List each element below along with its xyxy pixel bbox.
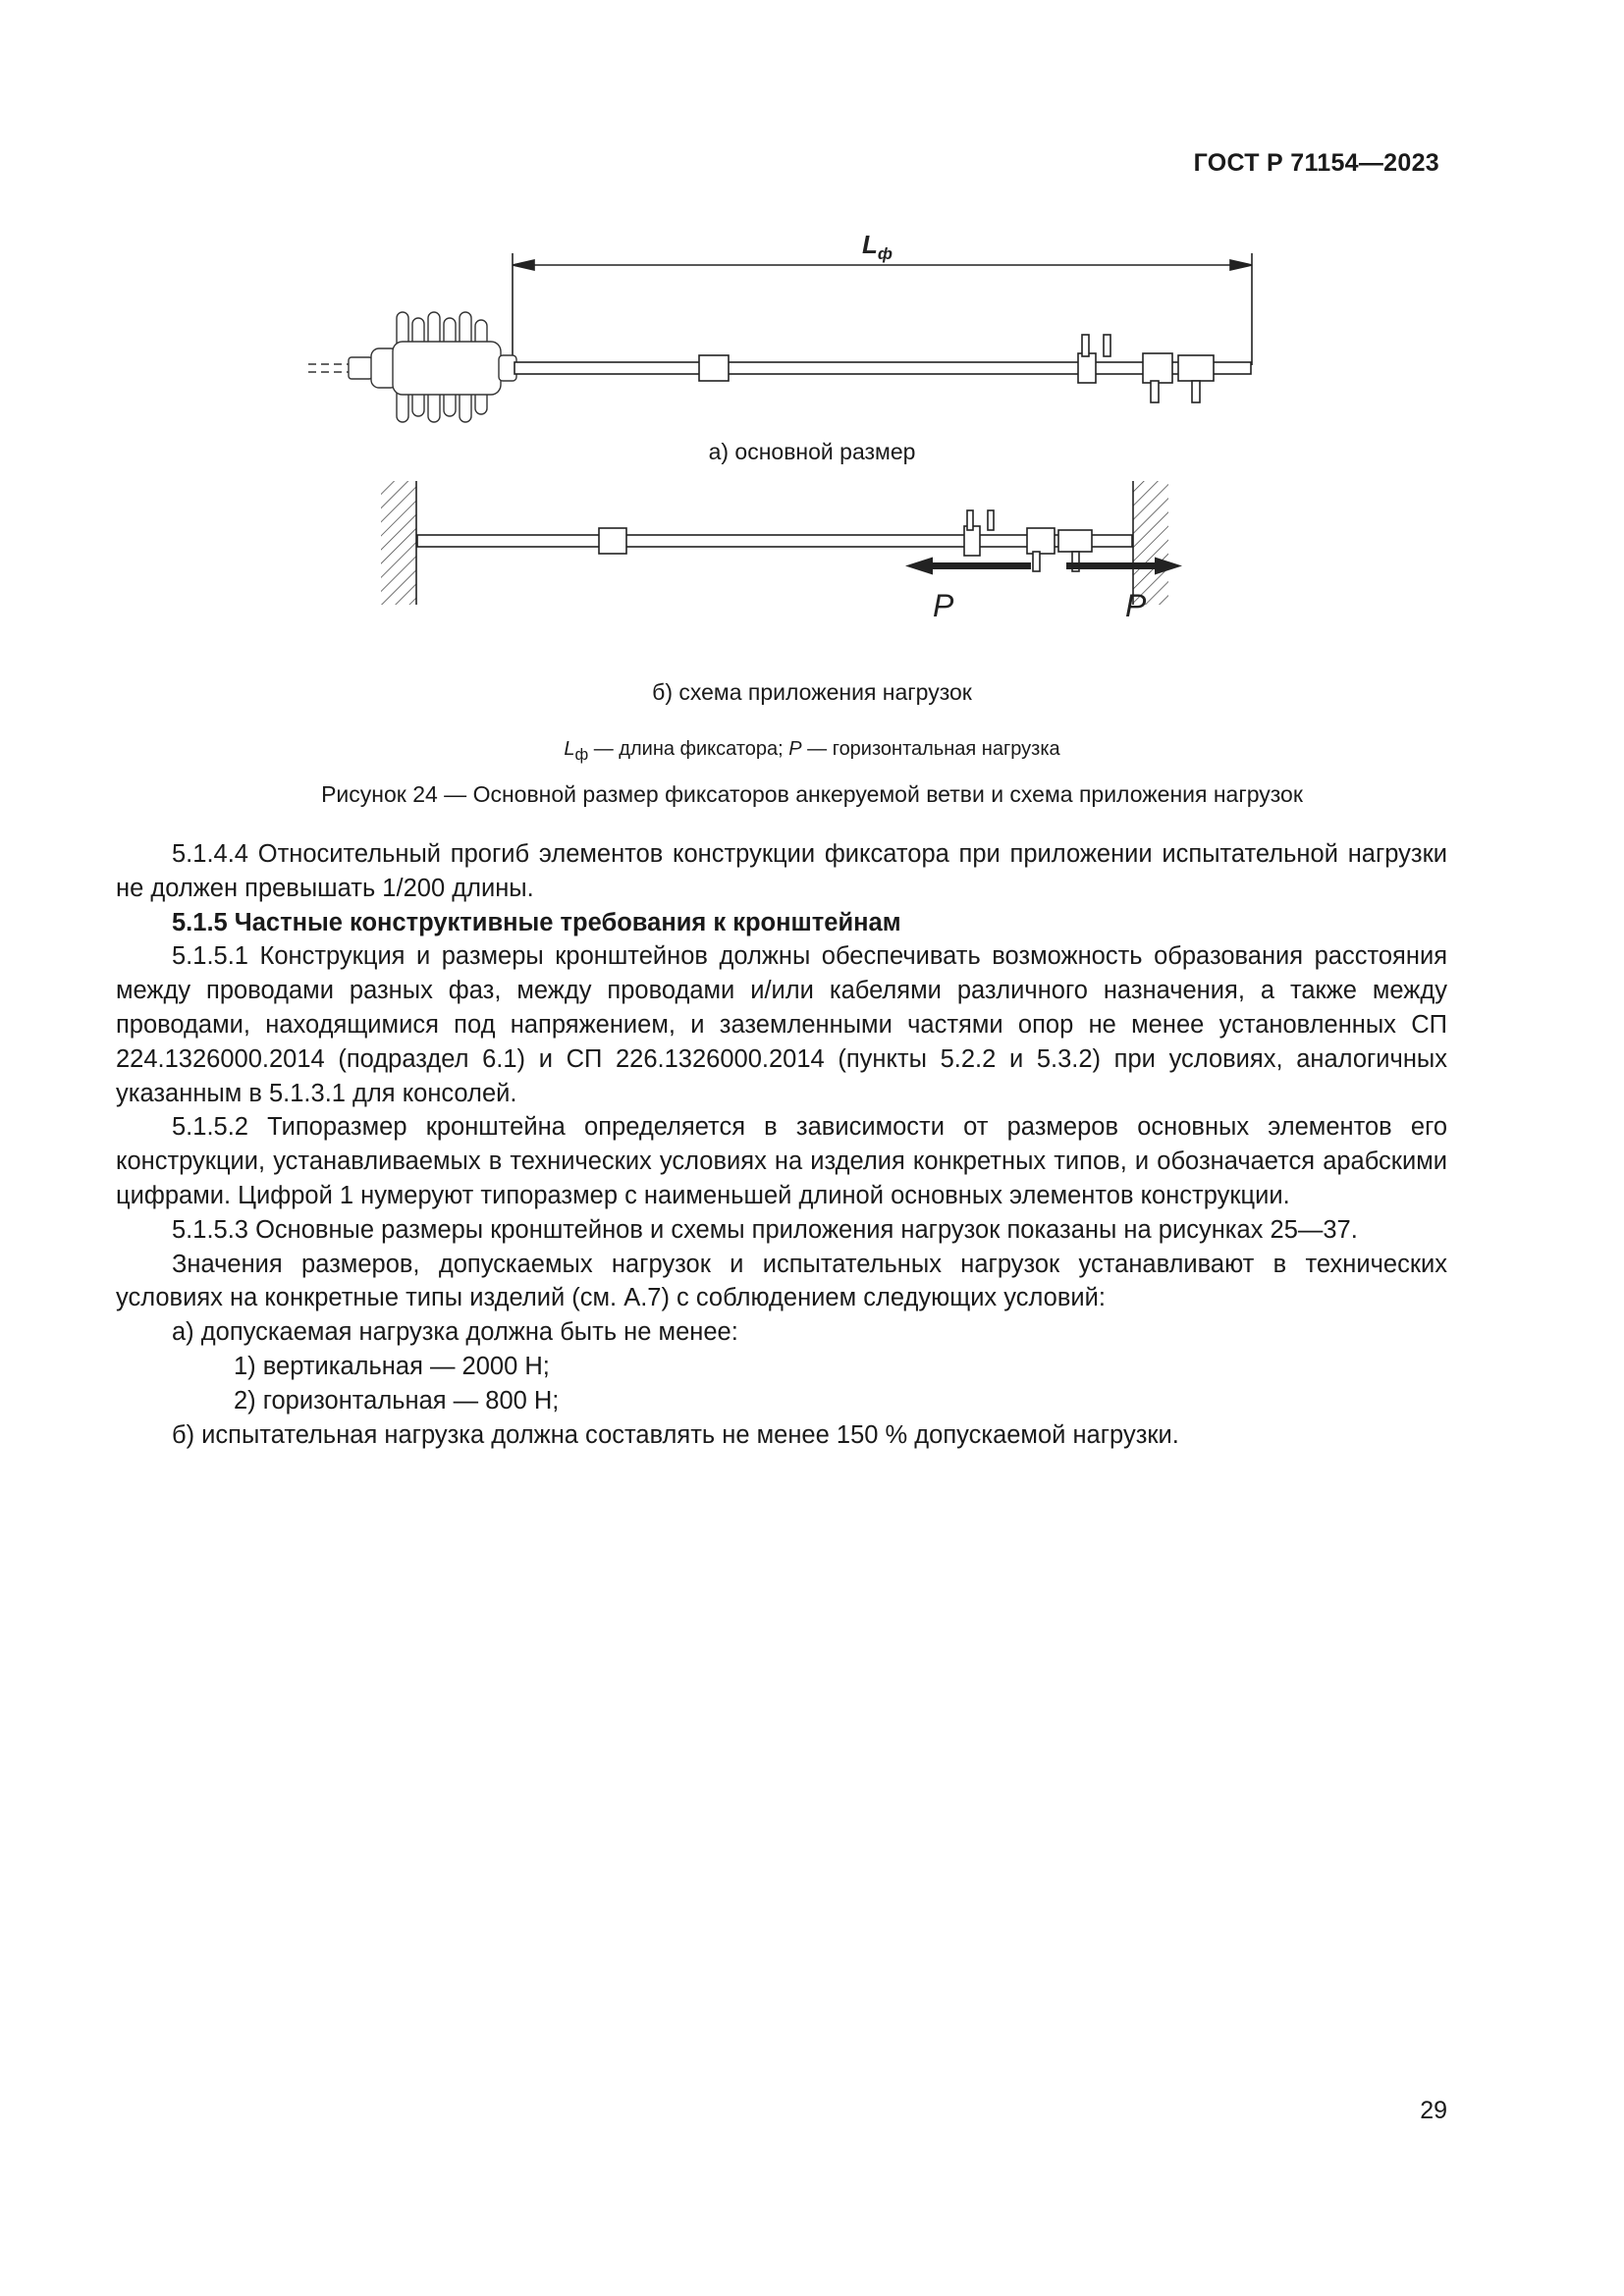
figure-24-drawing [0, 0, 1624, 746]
paragraph-5-1-5-2: 5.1.5.2 Типоразмер кронштейна определяется в зависимости от размеров основных элементов его конструкции, устанавливаемых в технических условиях на изделия конкретных типов, и обозначается арабскими цифрами. Цифрой 1 нумеруют типоразмер с наименьшей длиной основных элементов конструкции. [116, 1113, 1447, 1209]
body-text [116, 837, 1447, 1452]
figure-title: Рисунок 24 — Основной размер фиксаторов анкеруемой ветви и схема приложения нагрузок [321, 781, 1303, 807]
paragraph-5-1-5-1: 5.1.5.1 Конструкция и размеры кронштейнов должны обеспечивать возможность образования расстояния между проводами разных фаз, между проводами и/или кабелями различного назначения, а также между проводами, находящимися под напряжением, и заземленными частями опор не менее установленных СП 224.1326000.2014 (подраздел 6.1) и СП 226.1326000.2014 (пункты 5.2.2 и 5.3.2) при условиях, аналогичных указанным в 5.1.3.1 для консолей. [116, 942, 1447, 1107]
figure-caption-b: б) схема приложения нагрузок [652, 679, 972, 705]
fixator-rod [514, 335, 1251, 402]
figure-caption-a: а) основной размер [708, 439, 916, 464]
section-heading-5-1-5: 5.1.5 Частные конструктивные требования к кронштейнам [172, 908, 901, 936]
list-item-b: б) испытательная нагрузка должна составлять не менее 150 % допускаемой нагрузки. [172, 1420, 1179, 1449]
figure-legend: $L_ф$ — длина фиксатора; P — горизонтальная нагрузка [564, 738, 1060, 764]
fixator-rod-scheme [417, 510, 1132, 571]
force-label-left: P [933, 588, 954, 623]
support-wall-right [1133, 481, 1168, 605]
paragraph-5-1-5-3: 5.1.5.3 Основные размеры кронштейнов и схемы приложения нагрузок показаны на рисунках 25—37. [172, 1215, 1358, 1244]
document-header: ГОСТ Р 71154—2023 [1193, 149, 1439, 177]
list-item-a2: 2) горизонтальная — 800 Н; [234, 1386, 560, 1415]
paragraph-conditions: Значения размеров, допускаемых нагрузок и испытательных нагрузок устанавливают в технических условиях на конкретные типы изделий (см. А.7) с соблюдением следующих условий: [116, 1250, 1447, 1312]
dimension-label: $L_ф$ [862, 230, 893, 263]
insulator-icon [308, 312, 516, 422]
force-label-right: P [1125, 588, 1147, 623]
dimension-line [513, 253, 1252, 365]
paragraph-5-1-4-4: 5.1.4.4 Относительный прогиб элементов конструкции фиксатора при приложении испытательной нагрузки не должен превышать 1/200 длины. [116, 840, 1447, 902]
list-item-a: а) допускаемая нагрузка должна быть не менее: [172, 1318, 738, 1347]
list-item-a1: 1) вертикальная — 2000 Н; [234, 1352, 550, 1380]
support-wall-left [381, 481, 416, 605]
page-number: 29 [1420, 2097, 1447, 2124]
